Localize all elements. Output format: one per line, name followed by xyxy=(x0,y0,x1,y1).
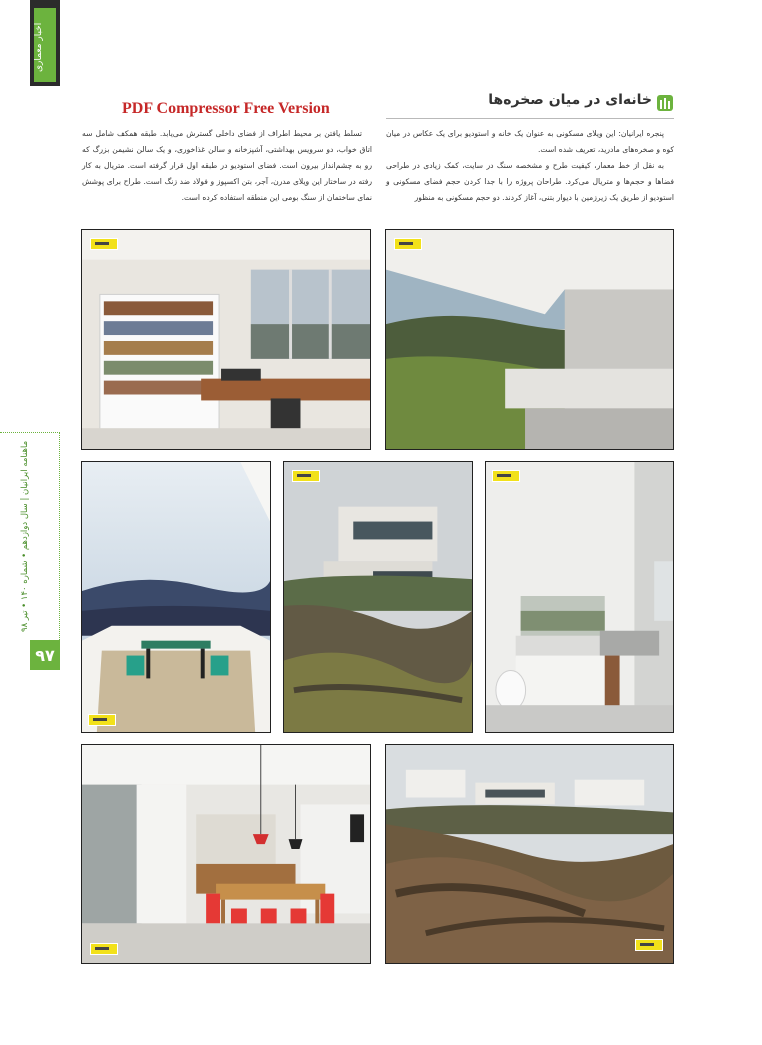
paragraph: پنجره ایرانیان: این ویلای مسکونی به عنوان یک خانه و استودیو برای یک عکاس در میان کوه و صخره‌های مادرید، تعریف شده است. xyxy=(386,129,674,154)
photo-credit-tag xyxy=(394,238,422,250)
photo-credit-tag xyxy=(635,939,663,951)
paragraph: تسلط یافتن بر محیط اطراف از فضای داخلی گسترش می‌یابد. طبقه همکف شامل سه اتاق خواب، دو سرویس بهداشتی، آشپزخانه و سالن غذاخوری، و یک سالن نشیمن بزرگ که رو به چشم‌انداز بیرون است. فضای استودیو در طبقه اول قرار گرفته است. متریال به کار رفته در ساختار این ویلای مدرن، آجر، بتن اکسپوز و فولاد ضد زنگ است. طراح برای پوشش نمای ساختمان از سنگ بومی این منطقه استفاده کرده است. xyxy=(82,129,372,202)
photo-rocky-landscape xyxy=(385,744,674,964)
photo-credit-tag xyxy=(90,943,118,955)
pdf-watermark: PDF Compressor Free Version xyxy=(122,100,330,117)
photo-house-on-rocks xyxy=(283,461,473,733)
green-building-icon xyxy=(656,94,674,112)
paragraph: به نقل از خط معمار، کیفیت طرح و مشخصه سنگ در سایت، کمک زیادی در طراحی فضاها و حجم‌ها و متریال می‌کرد. طراحان پروژه را با جدا کردن حجم فضای مسکونی و استودیو از طریق یک زیرزمین با دیوار بتنی، آغاز کردند. دو حجم مسکونی به منظور xyxy=(386,161,674,202)
photo-terrace-dusk xyxy=(81,461,271,733)
article-title: خانه‌ای در میان صخره‌ها xyxy=(488,92,652,108)
title-rule xyxy=(386,118,674,119)
photo-balcony-overhang xyxy=(385,229,674,450)
photo-bathroom xyxy=(485,461,674,733)
photo-credit-tag xyxy=(88,714,116,726)
page-number: ۹۷ xyxy=(30,640,60,670)
photo-dining-room xyxy=(81,744,371,964)
section-label: اخبار معماری xyxy=(34,22,44,72)
photo-credit-tag xyxy=(90,238,118,250)
article-column-left xyxy=(82,126,372,220)
photo-credit-tag xyxy=(492,470,520,482)
issue-info: ماهنامه ایرانیان | سال دوازدهم • شماره ۱۴۰ • تیر ۹۸ xyxy=(20,440,30,632)
photo-studio-interior xyxy=(81,229,371,450)
article-column-right xyxy=(386,126,674,220)
photo-credit-tag xyxy=(292,470,320,482)
